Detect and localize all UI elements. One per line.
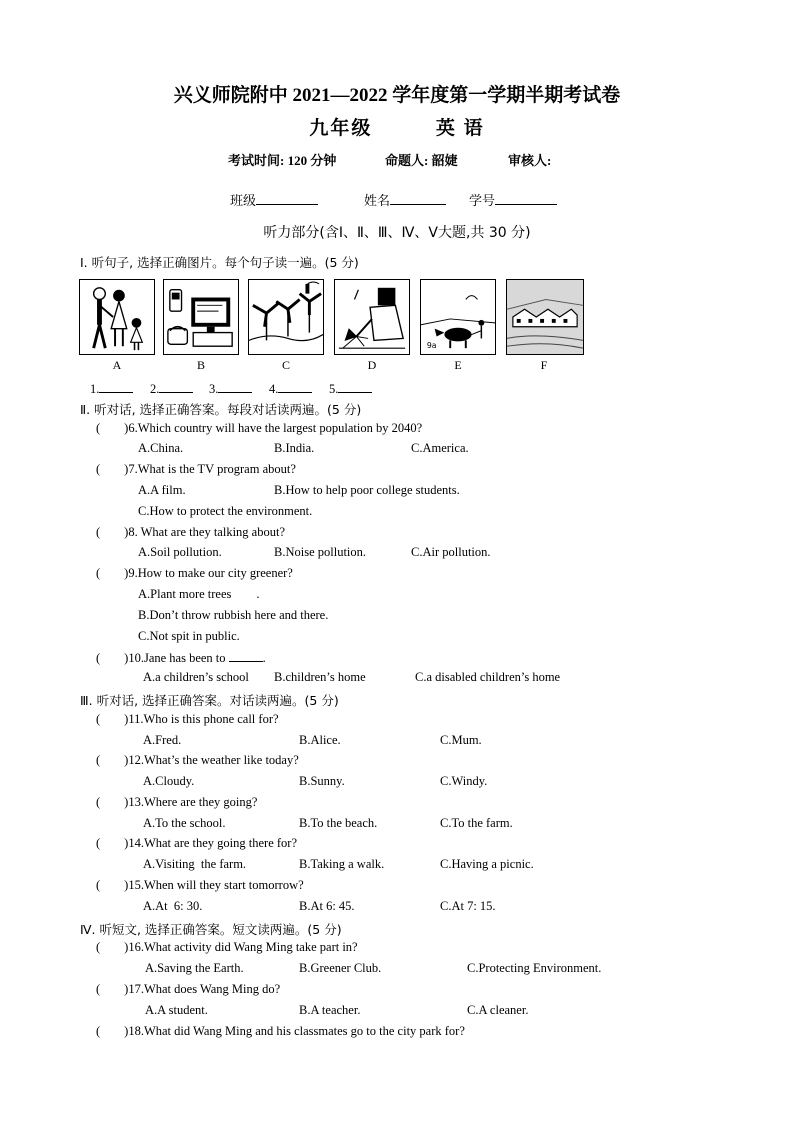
q13-option-a[interactable]: A.To the school. [143,816,226,830]
name-field[interactable] [364,190,446,209]
picture-label-b: B [196,358,205,372]
q12-option-b[interactable]: B.Sunny. [299,774,345,788]
q8-option-b[interactable]: B.Noise pollution. [274,545,367,559]
exam-time: 考试时间: 120 分钟 [228,153,337,168]
q14-option-b[interactable]: B.Taking a walk. [299,857,385,871]
q13-option-c[interactable]: C.To the farm. [440,816,513,830]
q9-option-a[interactable]: A.Plant more trees . [138,587,260,601]
answer-1[interactable]: 1. [90,380,133,397]
q6-option-c[interactable]: C.America. [411,441,469,455]
q14-option-c[interactable]: C.Having a picnic. [440,857,534,871]
picture-f [506,279,584,355]
question-17: ( )17.What does Wang Ming do? [96,982,281,996]
question-8: ( )8. What are they talking about? [96,525,285,539]
section2-heading: Ⅱ. 听对话, 选择正确答案。每段对话读两遍。(5 分) [80,402,362,417]
q16-option-c[interactable]: C.Protecting Environment. [467,961,602,975]
class-blank[interactable] [256,192,318,205]
q17-option-c[interactable]: C.A cleaner. [467,1003,529,1017]
q11-option-c[interactable]: C.Mum. [440,733,482,747]
class-label: 班级 [230,194,257,209]
family-icon [80,280,154,354]
q16-option-a[interactable]: A.Saving the Earth. [145,961,244,975]
picture-label-a: A [112,358,122,372]
exam-title: 兴义师院附中 2021—2022 学年度第一学期半期考试卷 [173,85,621,106]
picture-b [163,279,239,355]
question-18: ( )18.What did Wang Ming and his classmates go to the city park for? [96,1024,465,1038]
question-15: ( )15.When will they start tomorrow? [96,878,304,892]
q15-option-b[interactable]: B.At 6: 45. [299,899,355,913]
q10-option-c[interactable]: C.a disabled children’s home [415,670,561,684]
name-label: 姓名 [364,194,391,209]
picture-a [79,279,155,355]
question-14: ( )14.What are they going there for? [96,836,298,850]
picture-label-c: C [281,358,290,372]
q6-option-b[interactable]: B.India. [274,441,315,455]
picture-e [420,279,496,355]
question-11: ( )11.Who is this phone call for? [96,712,279,726]
q12-option-c[interactable]: C.Windy. [440,774,488,788]
picture-c [248,279,324,355]
question-9: ( )9.How to make our city greener? [96,566,293,580]
q6-option-a[interactable]: A.China. [138,441,184,455]
houses-icon [507,280,583,354]
q7-option-b[interactable]: B.How to help poor college students. [274,483,460,497]
q12-option-a[interactable]: A.Cloudy. [143,774,195,788]
question-16: ( )16.What activity did Wang Ming take part in? [96,940,358,954]
exam-author: 命题人: 韶婕 [385,153,458,168]
q15-option-c[interactable]: C.At 7: 15. [440,899,496,913]
question-7: ( )7.What is the TV program about? [96,462,296,476]
grade-subject [0,113,794,140]
q9-option-c[interactable]: C.Not spit in public. [138,629,240,643]
q17-option-b[interactable]: B.A teacher. [299,1003,361,1017]
q10-option-b[interactable]: B.children’s home [274,670,366,684]
q10-blank[interactable] [229,649,263,662]
answer-3[interactable]: 3. [209,380,252,397]
question-13: ( )13.Where are they going? [96,795,258,809]
q11-option-a[interactable]: A.Fred. [143,733,182,747]
exam-reviewer: 审核人: [508,153,552,168]
farm-cattle-icon [421,280,495,354]
answer-5[interactable]: 5. [329,380,372,397]
picture-label-e: E [454,358,462,372]
q10-option-a[interactable]: A.a children’s school [143,670,249,684]
q13-option-b[interactable]: B.To the beach. [299,816,378,830]
q16-option-b[interactable]: B.Greener Club. [299,961,382,975]
answer-4[interactable]: 4. [269,380,312,397]
svg-text:9a: 9a [426,341,437,351]
q11-option-b[interactable]: B.Alice. [299,733,341,747]
answer-2[interactable]: 2. [150,380,193,397]
welder-icon [335,280,409,354]
section3-heading: Ⅲ. 听对话, 选择正确答案。对话读两遍。(5 分) [80,693,339,708]
number-label: 学号 [469,194,496,209]
computer-phone-icon [164,280,238,354]
q15-option-a[interactable]: A.At 6: 30. [143,899,203,913]
listening-part-heading: 听力部分(含Ⅰ、Ⅱ、Ⅲ、Ⅳ、Ⅴ大题,共 30 分) [263,225,531,241]
question-12: ( )12.What’s the weather like today? [96,753,299,767]
picture-label-d: D [367,358,377,372]
grade-label: 九年级 [309,118,373,139]
number-blank[interactable] [495,192,557,205]
q9-option-b[interactable]: B.Don’t throw rubbish here and there. [138,608,329,622]
q8-option-a[interactable]: A.Soil pollution. [138,545,222,559]
picture-d [334,279,410,355]
q8-option-c[interactable]: C.Air pollution. [411,545,491,559]
q17-option-a[interactable]: A.A student. [145,1003,208,1017]
section4-heading: Ⅳ. 听短文, 选择正确答案。短文读两遍。(5 分) [80,922,342,937]
q7-option-a[interactable]: A.A film. [138,483,186,497]
section1-heading: Ⅰ. 听句子, 选择正确图片。每个句子读一遍。(5 分) [80,255,359,270]
number-field[interactable] [469,190,557,209]
question-6: ( )6.Which country will have the largest population by 2040? [96,421,423,435]
name-blank[interactable] [390,192,446,205]
q7-option-c[interactable]: C.How to protect the environment. [138,504,313,518]
picture-label-f: F [540,358,548,372]
class-field[interactable] [230,190,318,209]
q14-option-a[interactable]: A.Visiting the farm. [143,857,247,871]
question-10: ( )10.Jane has been to . [96,651,266,665]
wind-turbines-icon [249,280,323,354]
subject-label: 英 语 [435,118,485,139]
